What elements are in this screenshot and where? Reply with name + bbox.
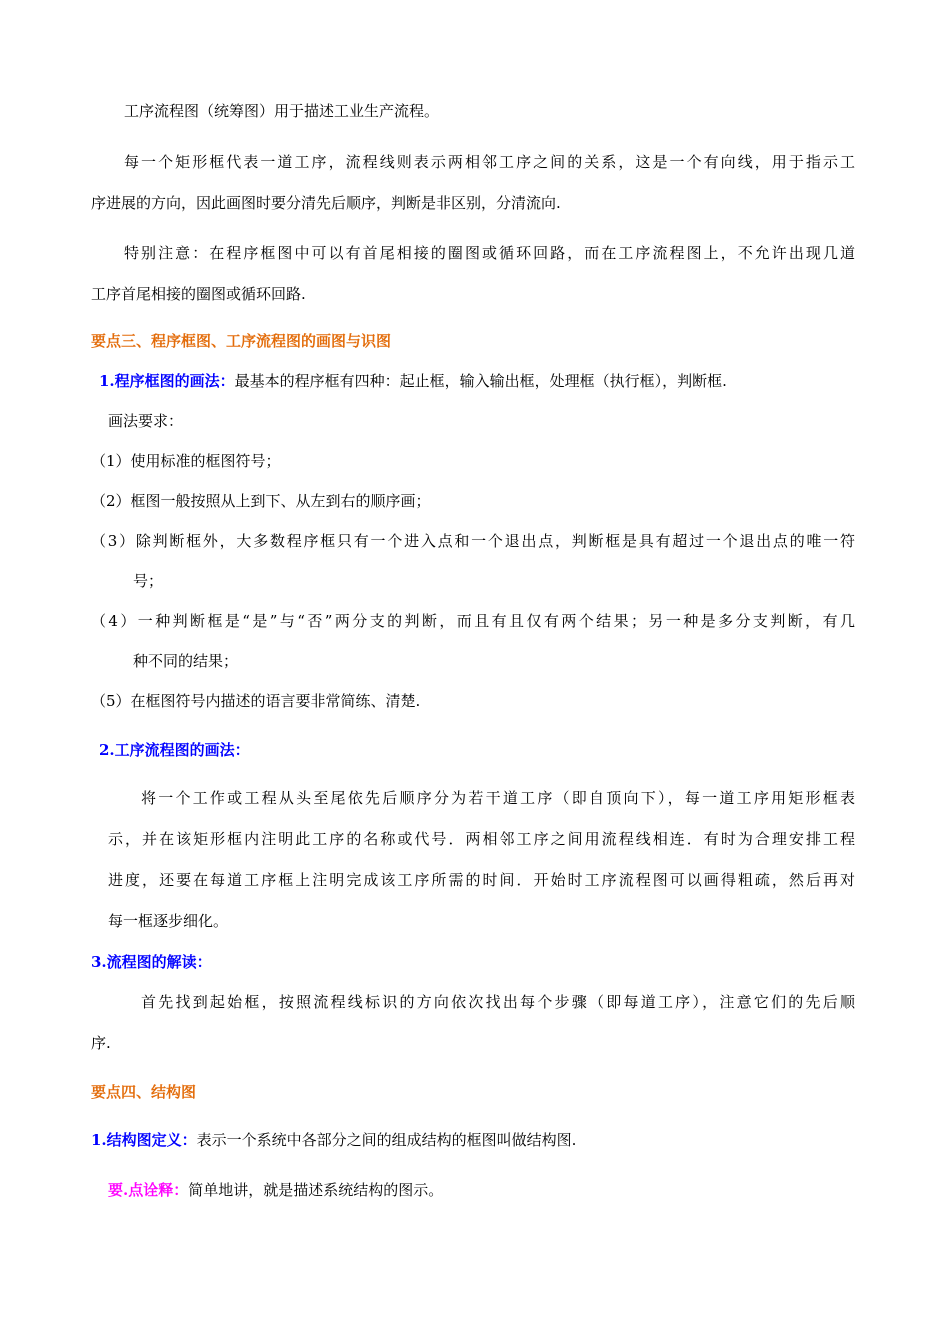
section4-item1-label: 1.结构图定义： [91, 1131, 197, 1149]
intro-para-3-line-1: 特别注意：在程序框图中可以有首尾相接的圈图或循环回路，而在工序流程图上，不允许出现几道 [124, 244, 855, 262]
section3-heading: 要点三、程序框图、工序流程图的画图与识图 [91, 332, 392, 350]
intro-para-2-line-1: 每一个矩形框代表一道工序，流程线则表示两相邻工序之间的关系，这是一个有向线，用于指示工 [124, 153, 855, 171]
section3-item3-line-2: 序. [91, 1034, 111, 1052]
intro-line-1: 工序流程图（统筹图）用于描述工业生产流程。 [124, 102, 440, 120]
section3-item2-line-4: 每一框逐步细化。 [108, 912, 229, 930]
section3-item2-line-1: 将一个工作或工程从头至尾依先后顺序分为若干道工序（即自顶向下），每一道工序用矩形框表 [141, 789, 855, 807]
section4-heading: 要点四、结构图 [91, 1083, 197, 1101]
section3-item3-label: 3.流程图的解读： [91, 953, 212, 971]
section4-note-text: 简单地讲，就是描述系统结构的图示。 [188, 1181, 444, 1199]
section4-item1-text: 表示一个系统中各部分之间的组成结构的框图叫做结构图. [196, 1131, 577, 1149]
section3-item2-line-2: 示，并在该矩形框内注明此工序的名称或代号．两相邻工序之间用流程线相连．有时为合理安排工程 [108, 830, 855, 848]
section4-item1 [91, 1130, 576, 1150]
intro-para-2-line-2: 序进展的方向，因此画图时要分清先后顺序，判断是非区别，分清流向. [91, 194, 561, 212]
requirement-5: （5）在框图符号内描述的语言要非常简练、清楚. [91, 692, 421, 710]
requirement-4-line-1: （4）一种判断框是“是”与“否”两分支的判断，而且有且仅有两个结果；另一种是多分支判断，有几 [91, 612, 855, 630]
section3-item1 [99, 371, 727, 391]
requirement-4-line-2: 种不同的结果； [133, 652, 239, 670]
drawing-requirements-label: 画法要求： [108, 412, 184, 430]
section3-item2-label: 2.工序流程图的画法： [99, 741, 250, 759]
intro-para-3-line-2: 工序首尾相接的圈图或循环回路. [91, 285, 306, 303]
requirement-1: （1）使用标准的框图符号； [91, 452, 281, 470]
section3-item1-label: 1.程序框图的画法： [99, 372, 235, 390]
section4-note-label: 要.点诠释： [108, 1181, 189, 1199]
section3-item3-line-1: 首先找到起始框，按照流程线标识的方向依次找出每个步骤（即每道工序），注意它们的先后顺 [141, 993, 855, 1011]
section3-item2-line-3: 进度，还要在每道工序框上注明完成该工序所需的时间．开始时工序流程图可以画得粗疏，然后再对 [108, 871, 855, 889]
section3-item1-text: 最基本的程序框有四种：起止框，输入输出框，处理框（执行框），判断框. [234, 372, 727, 390]
section4-note [108, 1180, 443, 1200]
requirement-3-line-1: （3）除判断框外，大多数程序框只有一个进入点和一个退出点，判断框是具有超过一个退出点的唯一符 [91, 532, 855, 550]
requirement-2: （2）框图一般按照从上到下、从左到右的顺序画； [91, 492, 431, 510]
requirement-3-line-2: 号； [133, 572, 164, 590]
